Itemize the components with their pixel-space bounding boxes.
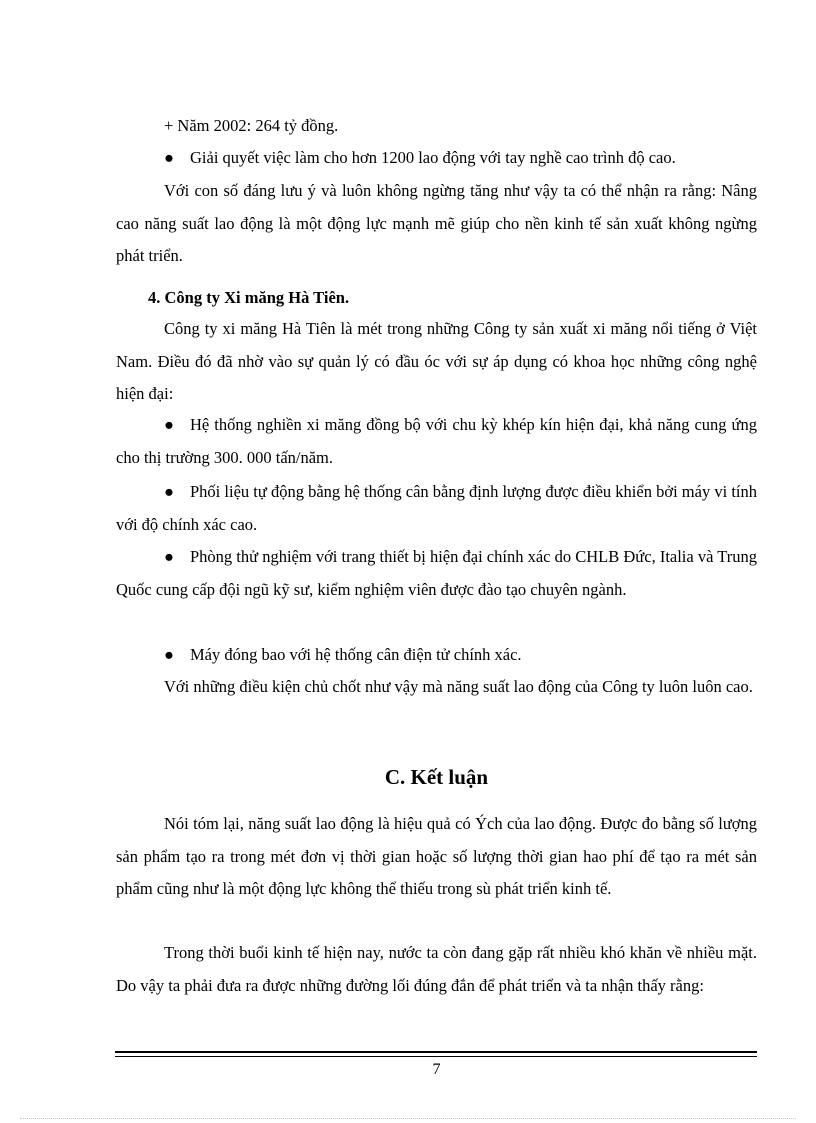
conclusion-heading: C. Kết luận bbox=[384, 765, 489, 789]
paragraph-ha-tien-intro: Công ty xi măng Hà Tiên là mét trong những Công ty sản xuất xi măng nổi tiếng ở Việt Nam. Điều đó đã nhờ vào sự quản lý có đầu óc với sự áp dụng có khoa học những công nghệ hiện đại: bbox=[116, 319, 757, 403]
bullet-grinding-system bbox=[116, 409, 757, 474]
page-number: 7 bbox=[432, 1061, 441, 1078]
page-bottom-dotted-border bbox=[20, 1118, 796, 1119]
bullet-icon: ● bbox=[164, 645, 174, 664]
bullet-text: Hệ thống nghiền xi măng đồng bộ với chu kỳ khép kín hiện đại, khả năng cung ứng cho thị trường 300. 000 tấn/năm. bbox=[116, 415, 757, 467]
paragraph-ha-tien-result: Với những điều kiện chủ chốt như vậy mà năng suất lao động của Công ty luôn luôn cao. bbox=[164, 677, 753, 696]
bullet-icon: ● bbox=[164, 547, 174, 566]
footer-rule-thick bbox=[115, 1051, 757, 1053]
footer-rule-thin bbox=[115, 1056, 757, 1057]
bullet-test-lab bbox=[116, 541, 757, 606]
paragraph-current-situation: Trong thời buổi kinh tế hiện nay, nước ta còn đang gặp rất nhiều khó khăn về nhiều mặt. Do vậy ta phải đưa ra được những đường lối đúng đắn để phát triển và ta nhận thấy rằng: bbox=[116, 943, 757, 995]
bullet-text: Phòng thử nghiệm với trang thiết bị hiện đại chính xác do CHLB Đức, Italia và Trung Quốc cung cấp đội ngũ kỹ sư, kiểm nghiệm viên được đào tạo chuyên ngành. bbox=[116, 547, 757, 599]
bullet-bagging-machine bbox=[116, 639, 757, 672]
bullet-jobs-text: Giải quyết việc làm cho hơn 1200 lao động với tay nghề cao trình độ cao. bbox=[190, 148, 676, 167]
bullet-jobs bbox=[116, 142, 757, 175]
bullet-text: Máy đóng bao với hệ thống cân điện tử chính xác. bbox=[190, 645, 522, 664]
revenue-2002-line: + Năm 2002: 264 tỷ đồng. bbox=[164, 116, 339, 135]
bullet-text: Phối liệu tự động bằng hệ thống cân bằng định lượng được điều khiển bởi máy vi tính với độ chính xác cao. bbox=[116, 482, 757, 534]
bullet-icon: ● bbox=[164, 482, 174, 501]
bullet-icon: ● bbox=[164, 415, 174, 434]
bullet-icon: ● bbox=[164, 148, 174, 167]
paragraph-conclusion-growth: Với con số đáng lưu ý và luôn không ngừng tăng như vậy ta có thể nhận ra rằng: Nâng cao năng suất lao động là một động lực mạnh mẽ giúp cho nền kinh tế sản xuất không ngừng phát triển. bbox=[116, 181, 757, 265]
section-heading-ha-tien: 4. Công ty Xi măng Hà Tiên. bbox=[148, 288, 350, 307]
bullet-auto-mixing bbox=[116, 476, 757, 541]
paragraph-summary: Nói tóm lại, năng suất lao động là hiệu quả có Ých của lao động. Được đo bằng số lượng sản phẩm tạo ra trong mét đơn vị thời gian hoặc số lượng thời gian hao phí để tạo ra mét sản phẩm cũng như là một động lực không thể thiếu trong sù phát triển kinh tế. bbox=[116, 814, 757, 898]
